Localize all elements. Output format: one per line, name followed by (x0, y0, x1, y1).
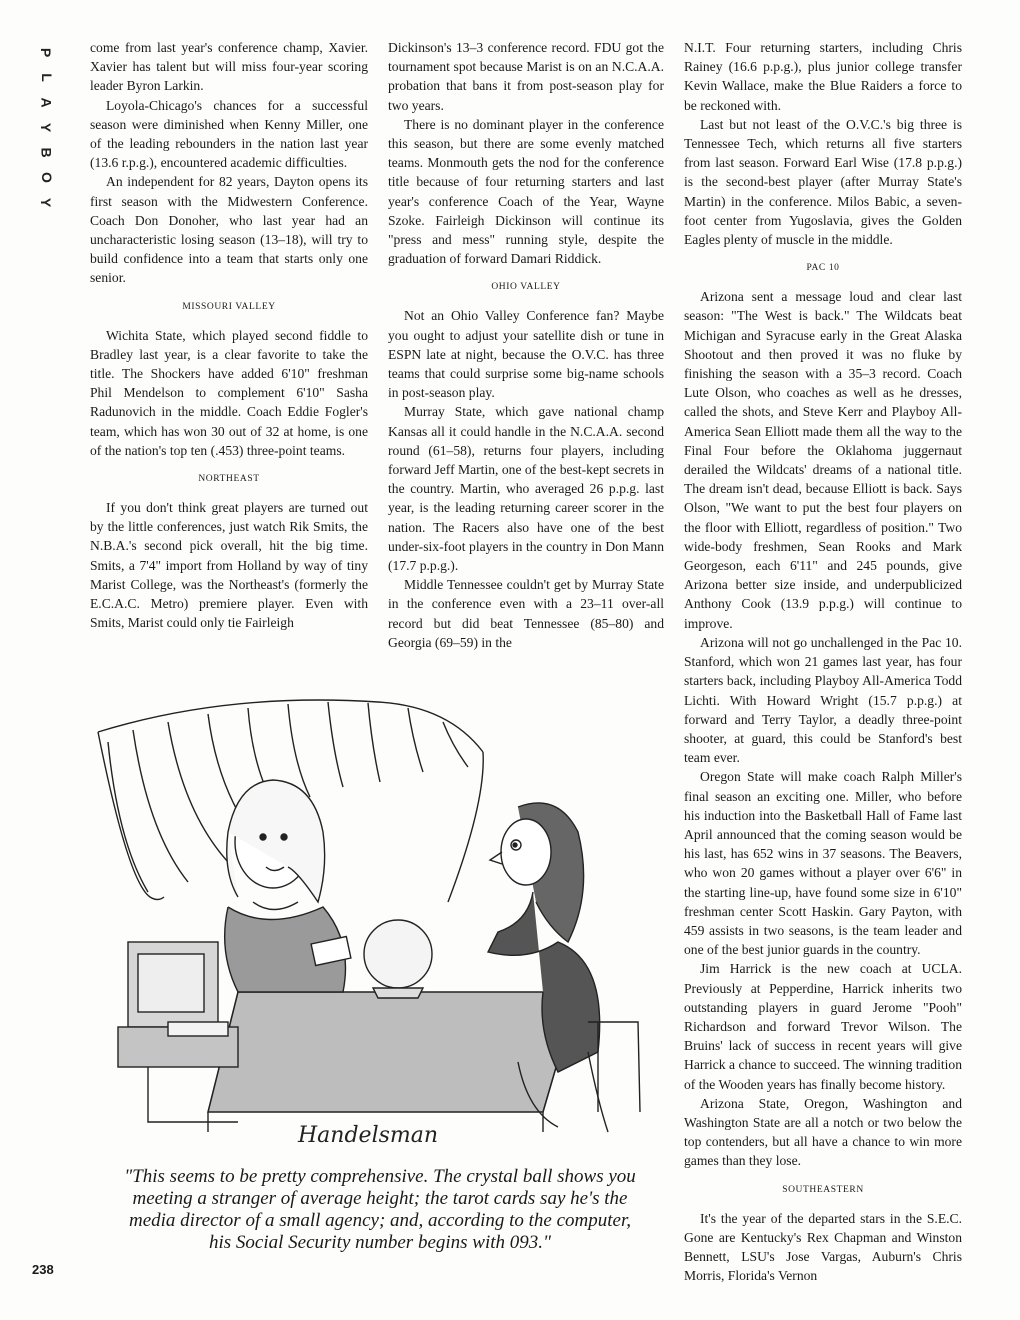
paragraph: Dickinson's 13–3 conference record. FDU got the tournament spot because Marist is on an N.C.A.A. probation that bans it from post-season play for two years. (388, 40, 664, 113)
paragraph: Loyola-Chicago's chances for a successful season were diminished when Kenny Miller, one of the leading rebounders in the nation last year (13.6 r.p.g.), encountered academic difficulties. (90, 97, 368, 171)
section-heading-southeastern: SOUTHEASTERN (782, 1184, 864, 1195)
page-number: 238 (32, 1262, 54, 1277)
magazine-letter: L (38, 73, 55, 82)
paragraph: Murray State, which gave national champ Kansas all it could handle in the N.C.A.A. second round (61–58), returns four players, including forward Jeff Martin, one of the best-kept secrets in the country. Martin, who averaged 26 p.p.g. last year, is the leading returning career scorer in the nation. The Racers also have one of the best under-six-foot players in the country in Don Mann (17.7 p.p.g.). (388, 404, 664, 574)
paragraph: Arizona State, Oregon, Washington and Washington State are all a notch or two below the top contenders, but all have a chance to win more games than they lose. (684, 1095, 962, 1169)
magazine-letter: Y (38, 122, 55, 133)
paragraph: Oregon State will make coach Ralph Miller's final season an exciting one. Miller, who before his induction into the Basketball Hall of Fame last April announced that the coming season would be his last, has 652 wins in 37 seasons. The Beavers, who won 20 games without a player over 6'6" in the starting line-up, have found some size in 6'10" freshman center Scott Haskin. Gary Payton, with 459 assists in two seasons, is the team leader and one of the best junior guards in the country. (684, 769, 962, 958)
paragraph: come from last year's conference champ, Xavier. Xavier has talent but will miss four-year scoring leader Byron Larkin. (90, 40, 368, 94)
article-column-3 (684, 38, 962, 1285)
paragraph: It's the year of the departed stars in the S.E.C. Gone are Kentucky's Rex Chapman and Winston Bennett, LSU's Jose Vargas, Auburn's Chris Morris, Florida's Vernon (684, 1210, 962, 1284)
paragraph: Not an Ohio Valley Conference fan? Maybe you ought to adjust your satellite dish or tune in ESPN late at night, because the O.V.C. has three teams that could surprise some big-name schools in post-season play. (388, 308, 664, 401)
magazine-letter: O (38, 172, 55, 183)
section-heading-missouri-valley: MISSOURI VALLEY (182, 301, 276, 312)
magazine-letter: A (38, 97, 55, 108)
magazine-letter: P (38, 47, 55, 58)
paragraph: There is no dominant player in the conference this season, but there are some evenly matched teams. Monmouth gets the nod for the conference title because of four returning starters and last year's conference Coach of the Year, Wayne Szoke. Fairleigh Dickinson will continue its "press and mess" running style, despite the graduation of forward Damari Riddick. (388, 116, 664, 267)
section-heading-pac-10: PAC 10 (806, 263, 840, 274)
magazine-name-vertical (34, 40, 58, 215)
article-column-1 (90, 38, 368, 632)
section-heading-northeast: NORTHEAST (198, 474, 260, 485)
paragraph: Arizona sent a message loud and clear last season: "The West is back." The Wildcats beat Michigan and Syracuse early in the Great Alaska Shootout and then proved it was no fluke by finishing the season with a 35–3 record. Coach Lute Olson, who coaches as well as he dresses, called the shots, and Steve Kerr and Playboy All-America Sean Elliott made them all the way to the Final Four before the Oklahoma juggernaut derailed the Wildcats' dreams of a national title. The dream isn't dead, because Elliott is back. Says Olson, "We want to put the best four players on the floor with Elliott, regardless of position." Two wide-body freshmen, Sean Rooks and Mark Georgeson, each 6'11" and 245 pounds, give Arizona better size inside, and underpublicized Anthony Cook (13.9 p.p.g.) will continue to improve. (684, 289, 962, 631)
magazine-letter: Y (38, 197, 55, 208)
paragraph: If you don't think great players are turned out by the little conferences, just watch Rik Smits, the N.B.A.'s second pick overall, hit the big time. Smits, a 7'4" import from Holland by way of tiny Marist College, was the Northeast's (formerly the E.C.A.C. Metro) premiere player. Even with Smits, Marist could only tie Fairleigh (90, 500, 368, 631)
cartoon-signature: Handelsman (298, 1123, 439, 1148)
cartoon-caption: "This seems to be pretty comprehensive. The crystal ball shows you meeting a stranger of average height; the tarot cards say he's the media director of a small agency; and, according to the computer, his Social Security number begins with 093." (124, 1166, 636, 1253)
paragraph: N.I.T. Four returning starters, including Chris Rainey (16.6 p.p.g.), plus junior college transfer Kevin Wallace, make the Blue Raiders a force to be reckoned with. (684, 40, 962, 113)
fortune-teller-figure (225, 780, 351, 992)
section-heading-ohio-valley: OHIO VALLEY (491, 282, 561, 293)
paragraph: Wichita State, which played second fiddle to Bradley last year, is a clear favorite to take the title. The Shockers have added 6'10" freshman Phil Mendelson to complement 6'10" Sasha Radunovich in the middle. Coach Eddie Fogler's team, which has won 30 out of 32 at home, is one of the nation's top ten (.453) three-point teams. (90, 327, 368, 458)
table (208, 992, 578, 1132)
paragraph: An independent for 82 years, Dayton opens its first season with the Midwestern Conference. Coach Don Donoher, who last year had an uncharacteristic losing season (13–18), will try to build confidence into a team that starts only one senior. (90, 174, 368, 286)
magazine-letter: B (38, 147, 55, 158)
article-column-2 (388, 38, 664, 652)
crystal-ball (364, 920, 432, 998)
paragraph: Middle Tennessee couldn't get by Murray State in the conference even with a 23–11 over-all record but did beat Tennessee (85–80) and Georgia (69–59) in the (388, 577, 664, 650)
paragraph: Jim Harrick is the new coach at UCLA. Previously at Pepperdine, Harrick inherits two outstanding players in guard Jerome "Pooh" Richardson and forward Trevor Wilson. The Bruins' lack of success in recent years will give Harrick a chance to succeed. The winning tradition of the Wooden years has finally become history. (684, 961, 962, 1092)
cartoon-illustration (88, 692, 668, 1154)
paragraph: Last but not least of the O.V.C.'s big three is Tennessee Tech, which returns all five starters from last season. Forward Earl Wise (17.8 p.p.g.) is the second-best player (after Murray State's Martin) in the conference. Milos Babic, a seven-foot center from Yugoslavia, gives the Golden Eagles plenty of muscle in the middle. (684, 116, 962, 248)
paragraph: Arizona will not go unchallenged in the Pac 10. Stanford, which won 21 games last year, has four starters back, including Playboy All-America Todd Lichti. With Howard Wright (15.7 p.p.g.) at forward and Terry Taylor, a deadly three-point shooter, at guard, this could be Stanford's best team ever. (684, 634, 962, 766)
